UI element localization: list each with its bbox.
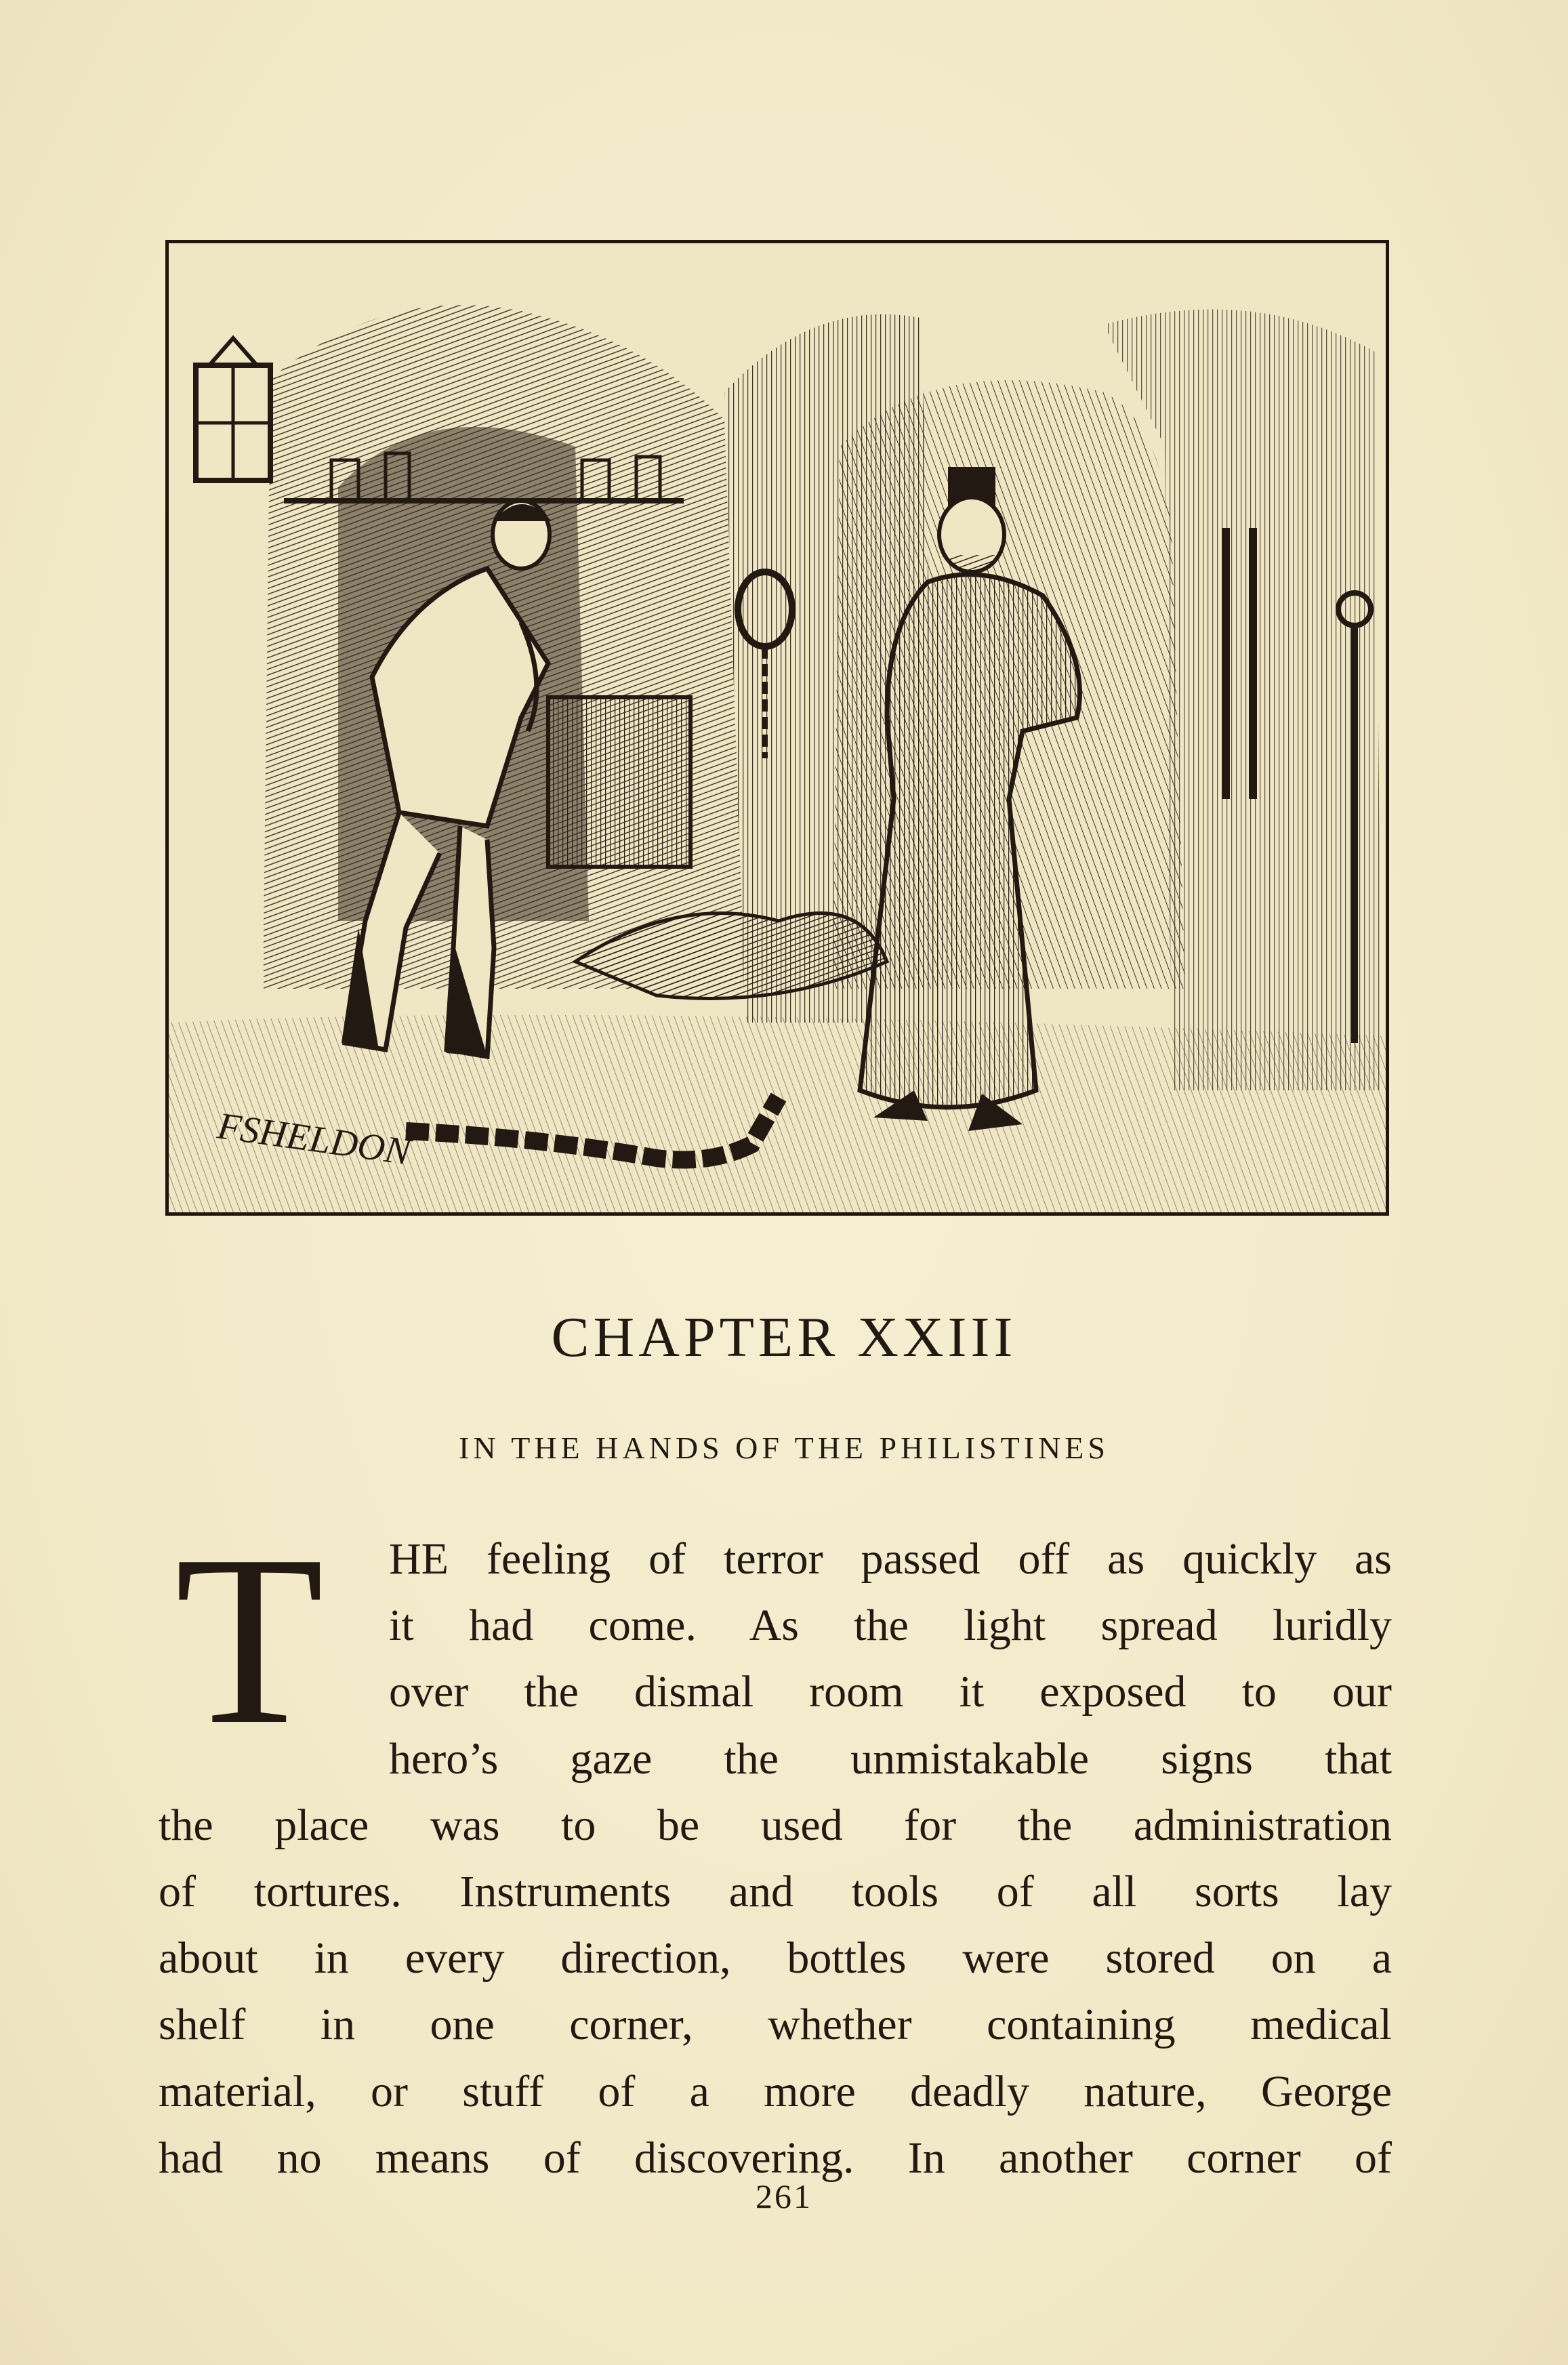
chapter-illustration xyxy=(165,240,1389,1216)
text-line: about in every direction, bottles were stored on a xyxy=(159,1933,1392,1983)
text-line: hero’s gaze the unmistakable signs that xyxy=(389,1733,1392,1784)
body-text xyxy=(159,1526,1392,2192)
artist-signature: FSHELDON xyxy=(215,1105,413,1174)
wooden-chest xyxy=(548,697,690,867)
text-line: had no means of discovering. In another corner of xyxy=(159,2133,1392,2183)
drop-cap: T xyxy=(175,1504,324,1775)
text-line: it had come. As the light spread luridly xyxy=(389,1601,1392,1651)
text-line: shelf in one corner, whether containing medical xyxy=(159,2000,1392,2050)
text-line: over the dismal room it exposed to our xyxy=(389,1667,1392,1717)
text-line: HE feeling of terror passed off as quickly as xyxy=(389,1534,1392,1584)
chapter-title: CHAPTER XXIII xyxy=(551,1306,1017,1369)
text-line: the place was to be used for the administration xyxy=(159,1800,1392,1850)
text-line: of tortures. Instruments and tools of all sorts lay xyxy=(159,1866,1392,1916)
illustration-engraving xyxy=(169,243,1386,1212)
text-line: material, or stuff of a more deadly nature, George xyxy=(159,2066,1392,2116)
page-number: 261 xyxy=(756,2177,812,2215)
chapter-subtitle: IN THE HANDS OF THE PHILISTINES xyxy=(459,1431,1109,1465)
